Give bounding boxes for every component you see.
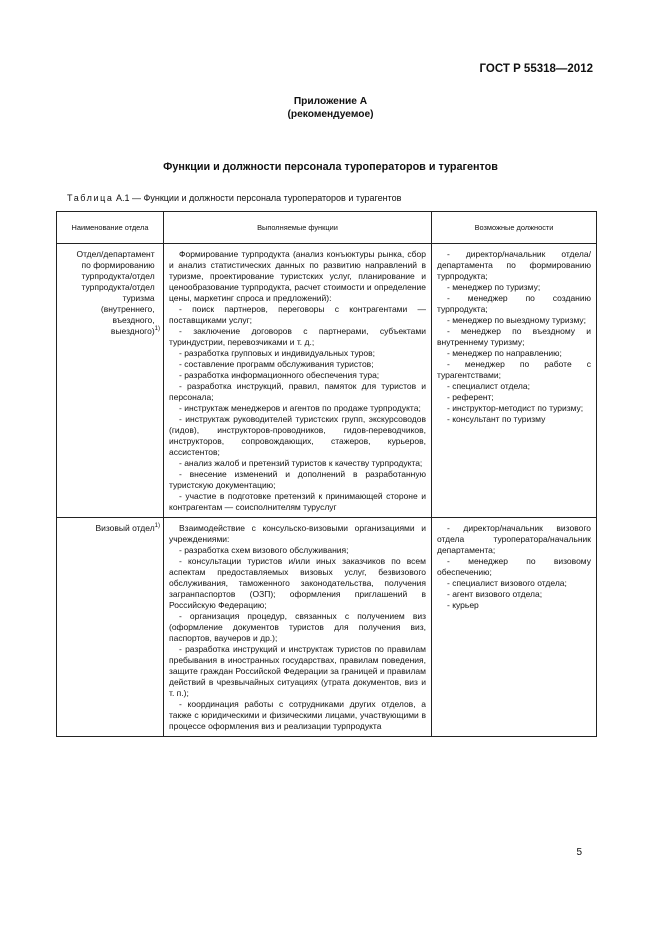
annex-heading xyxy=(0,95,661,121)
annex-title: Приложение А xyxy=(293,96,368,107)
page-number: 5 xyxy=(576,847,582,858)
position-item: - специалист отдела; xyxy=(447,381,530,391)
annex-subtitle: (рекомендуемое) xyxy=(287,109,374,120)
section-title: Функции и должности персонала туроператоров и турагентов xyxy=(163,161,498,173)
position-item: - референт; xyxy=(447,392,494,402)
position-item: - менеджер по созданию турпродукта; xyxy=(437,293,591,314)
function-item: - координация работы с сотрудниками других отделов, а также с юридическими и физическими лицами, участвующими в процессе оформления виз и реализации турпродукта xyxy=(169,699,426,731)
function-item: - разработка инструкций и инструктаж туристов по правилам пребывания в иностранных государствах, правилам поведения, защите граждан Российской Федерации за границей и правилам действий в чрезвычайных ситуациях (утрата документов, виз и т. п.); xyxy=(169,644,426,698)
table-row xyxy=(57,244,597,518)
function-item: - консультации туристов и/или иных заказчиков по всем аспектам предоставляемых визовых услуг, безвизового обслуживания, таможенного законодательства, получения загранпаспортов (ОЗП); оформления приглашений в Российскую Федерацию; xyxy=(169,556,426,610)
position-item: - агент визового отдела; xyxy=(447,589,543,599)
column-header-department: Наименование отдела xyxy=(57,212,164,244)
function-item: - заключение договоров с партнерами, субъектами туриндустрии, перевозчиками и т. д.; xyxy=(169,326,426,347)
position-item: - курьер xyxy=(447,600,479,610)
function-item: - анализ жалоб и претензий туристов к качеству турпродукта; xyxy=(179,458,423,468)
function-item: Формирование турпродукта (анализ конъюктуры рынка, сбор и анализ статистических данных по развитию направлений в туризме, проектирование туристских услуг, планирование и ценообразование турпродукта, расчет стоимости и определение цены, маркетинг спроса и предложений): xyxy=(169,249,426,303)
table-row xyxy=(57,518,597,737)
functions-table xyxy=(56,211,597,737)
position-item: - менеджер по работе с турагентствами; xyxy=(437,359,591,380)
department-cell xyxy=(57,518,164,737)
table-caption-text: А.1 — Функции и должности персонала туроператоров и турагентов xyxy=(113,193,402,203)
function-item: - инструктаж руководителей туристских групп, экскурсоводов (гидов), инструкторов-проводников, гидов-переводчиков, инструкторов, сопровождающих, стажеров, курьеров, ассистентов; xyxy=(169,414,426,457)
position-item: - менеджер по въездному и внутреннему туризму; xyxy=(437,326,591,347)
position-item: - менеджер по выездному туризму; xyxy=(447,315,587,325)
function-item: - составление программ обслуживания туристов; xyxy=(179,359,374,369)
footnote-marker: 1) xyxy=(154,326,160,332)
position-item: - менеджер по направлению; xyxy=(447,348,562,358)
position-item: - менеджер по визовому обеспечению; xyxy=(437,556,591,577)
position-item: - инструктор-методист по туризму; xyxy=(447,403,584,413)
department-name: Отдел/департамент по формированию турпродукта/отдел турпродукта/отдел туризма (внутреннего, въездного, выездного) xyxy=(76,249,155,336)
column-header-positions: Возможные должности xyxy=(432,212,597,244)
function-item: - разработка групповых и индивидуальных туров; xyxy=(179,348,375,358)
function-item: - разработка схем визового обслуживания; xyxy=(179,545,349,555)
function-item: - разработка информационного обеспечения тура; xyxy=(179,370,380,380)
function-item: - инструктаж менеджеров и агентов по продаже турпродукта; xyxy=(179,403,421,413)
department-name: Визовый отдел xyxy=(95,523,155,533)
department-cell xyxy=(57,244,164,518)
functions-cell xyxy=(164,518,432,737)
column-header-functions: Выполняемые функции xyxy=(164,212,432,244)
function-item: - поиск партнеров, переговоры с контрагентами — поставщиками услуг; xyxy=(169,304,426,325)
document-code: ГОСТ Р 55318—2012 xyxy=(479,63,593,75)
position-item: - специалист визового отдела; xyxy=(447,578,567,588)
table-caption-label: Таблица xyxy=(67,193,114,203)
function-item: - участие в подготовке претензий к принимающей стороне и контрагентам — соисполнителям туруслуг xyxy=(169,491,426,512)
function-item: Взаимодействие с консульско-визовыми организациями и учреждениями: xyxy=(169,523,426,544)
table-caption xyxy=(67,193,401,203)
position-item: - консультант по туризму xyxy=(447,414,546,424)
functions-cell xyxy=(164,244,432,518)
function-item: - внесение изменений и дополнений в разработанную туристскую документацию; xyxy=(169,469,426,490)
function-item: - разработка инструкций, правил, памяток для туристов и персонала; xyxy=(169,381,426,402)
function-item: - организация процедур, связанных с получением виз (оформление документов туристов для получения виз, паспортов, ваучеров и др.); xyxy=(169,611,426,643)
table-header-row xyxy=(57,212,597,244)
position-item: - директор/начальник визового отдела туроператора/начальник департамента; xyxy=(437,523,591,555)
position-item: - директор/начальник отдела/департамента по формированию турпродукта; xyxy=(437,249,591,281)
footnote-marker: 1) xyxy=(154,523,160,529)
position-item: - менеджер по туризму; xyxy=(447,282,541,292)
positions-cell xyxy=(432,518,597,737)
positions-cell xyxy=(432,244,597,518)
